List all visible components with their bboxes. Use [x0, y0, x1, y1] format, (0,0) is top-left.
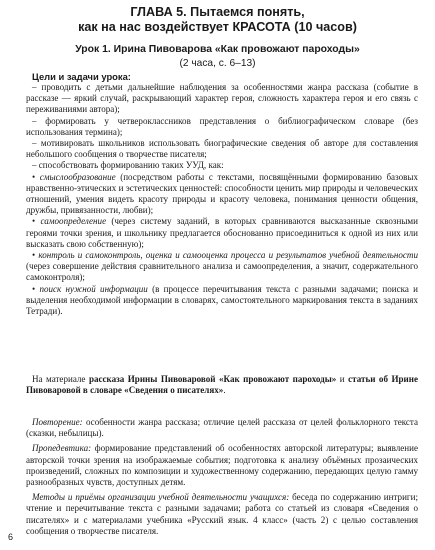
uud-term: контроль и самоконтроль, оценка и самооценка процесса и результатов учебной деятельности: [38, 250, 418, 261]
goal-item: – формировать у четвероклассников представления о библиографическом словаре (без использования термина);: [26, 115, 418, 137]
uud-text: (через совершение действия сравнительного анализа и самоопределения, а значит, содержательного самоконтроля);: [26, 261, 418, 283]
page-number: 6: [8, 532, 14, 542]
material-text: [26, 374, 418, 396]
uud-term: самоопределение: [40, 216, 107, 227]
propaedeutics-text: формирование представлений об особенностях авторской литературы; выявление авторской точки зрения на изображаемые события; подготовка к анализу объёмных прозаических произведений, сложных по композиции и художественному содержанию, передающих целую гамму разнообразных чувств, доступных детям.: [26, 443, 418, 488]
methods-term: Методы и приёмы организации учебной деятельности учащихся:: [32, 492, 290, 503]
uud-term: поиск нужной информации: [39, 283, 148, 294]
material-paragraph: [26, 374, 418, 396]
propaedeutics-term: Пропедевтика:: [32, 443, 92, 454]
uud-term: смыслообразование: [39, 171, 116, 182]
material-story: рассказа Ирины Пивоваровой «Как провожают пароходы»: [88, 374, 337, 384]
material-suffix: .: [223, 385, 226, 396]
chapter-title-line2: как на нас воздействует КРАСОТА (10 часов): [78, 20, 357, 34]
methods-text: беседа по содержанию интриги; чтение и перечитывание текста с разными задачами; работа со статьей из словаря «Сведения о писателях» и с материалами учебника «Русский язык. 4 класс» (часть 2) с целью составления сообщения о творчестве писателя.: [26, 492, 418, 536]
goal-item: – мотивировать школьников использовать биографические сведения об авторе для составления небольшого сообщения о творчестве писателя;: [26, 138, 418, 160]
material-prefix: На материале: [32, 374, 89, 384]
uud-text: (посредством работы с текстами, посвящёнными формированию базовых нравственно-этических и эстетических ценностей: способности ценить мир природы и человеческих отношений, умения видеть красоту природы и красоту человека, понимания ценности общения, дружбы, привязанности, любви);: [26, 171, 418, 216]
material-middle: и: [336, 374, 349, 384]
goal-item: – способствовать формированию таких УУД, как:: [32, 160, 224, 171]
uud-bullet: • поиск нужной информации (в процессе перечитывания текста с разными задачами; поиска и выделения необходимой информации в словарях, самостоятельного маркирования текста в заданиях Тетради).: [26, 283, 418, 317]
goals-heading: Цели и задачи урока:: [32, 71, 131, 82]
repetition-term: Повторение:: [32, 417, 83, 427]
uud-bullet: • смыслообразование (посредством работы с текстами, посвящёнными формированию базовых нравственно-этических и эстетических ценностей: способности ценить мир природы и человеческих отношений, умения видеть красоту природы и красоту человека, понимания ценности общения, дружбы, привязанности, любви);: [26, 171, 418, 216]
methods-paragraph: [26, 492, 418, 537]
uud-text: (через систему заданий, в которых сравниваются высказанные сквозными героями точки зрения, и школьнику предлагается обоснованно присоединиться к одной из них или высказать свою собственную);: [26, 216, 418, 249]
propaedeutics-paragraph: [26, 443, 418, 488]
repetition-paragraph: [26, 417, 418, 439]
goals-list: [26, 82, 418, 317]
goal-item: – проводить с детьми дальнейшие наблюдения за особенностями жанра рассказа (событие в рассказе — яркий случай, раскрывающий характер героя, сложность характера героя и его связь с переживаниями автора);: [26, 82, 418, 115]
material-article: статьи об Ирине Пивоваровой в словаре «Сведения о писателях»: [26, 374, 418, 396]
uud-text: (в процессе перечитывания текста с разными задачами; поиска и выделения необходимой информации в словарях, самостоятельного маркирования текста в заданиях Тетради).: [26, 283, 418, 317]
chapter-title-line1: ГЛАВА 5. Пытаемся понять,: [130, 5, 305, 19]
lesson-hours: (2 часа, с. 6–13): [179, 58, 256, 69]
uud-bullet: • самоопределение (через систему заданий, в которых сравниваются высказанные сквозными героями точки зрения, и школьнику предлагается обоснованно присоединиться к одной из них или высказать свою собственную);: [26, 216, 418, 249]
lesson-sections: [26, 417, 418, 541]
lesson-title: Урок 1. Ирина Пивоварова «Как провожают пароходы»: [75, 44, 360, 55]
chapter-title: [0, 5, 435, 35]
uud-bullet: • контроль и самоконтроль, оценка и самооценка процесса и результатов учебной деятельности (через совершение действия сравнительного анализа и самоопределения, а значит, содержательного самоконтроля);: [26, 250, 418, 283]
repetition-text: особенности жанра рассказа; отличие целей рассказа от целей фольклорного текста (сказки, небылицы).: [26, 417, 418, 439]
